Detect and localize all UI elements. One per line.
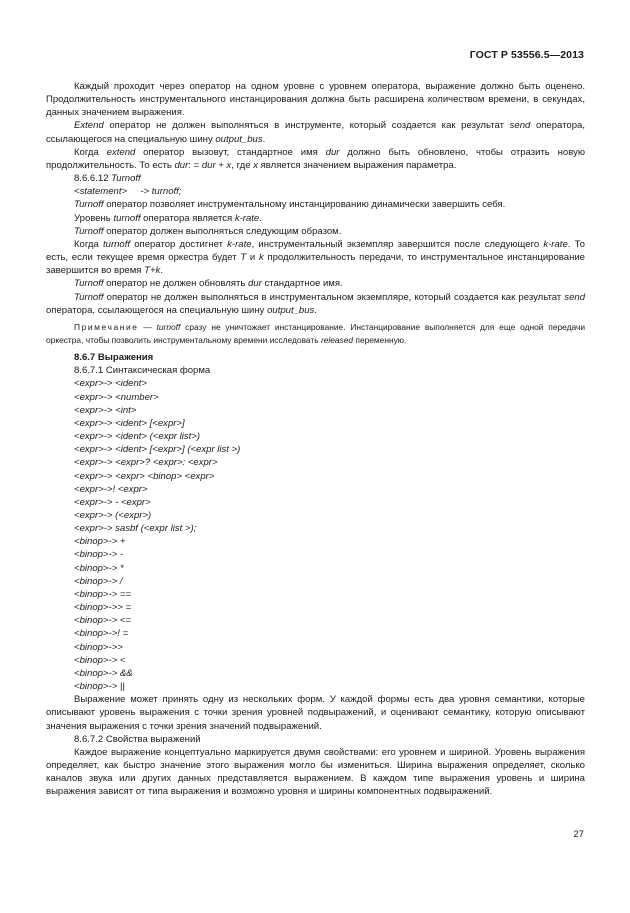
grammar-rule: <binop>-> == [74, 588, 132, 600]
grammar-rule: <expr>-> <ident> [<expr>] [74, 417, 185, 429]
paragraph-expression-forms: Выражение может принять одну из нескольких форм. У каждой формы есть два уровня семантики, которые описывают уровень выражения с точки зрения уровней подвыражений, и оценивают семантику, которую описывают значения выражения с точки зрения значений подвыражений. [46, 694, 585, 732]
grammar-rule: <expr>-> <expr> <binop> <expr> [74, 470, 215, 482]
grammar-rule: <binop>-> / [74, 575, 123, 587]
document-header: ГОСТ Р 53556.5—2013 [469, 49, 584, 61]
grammar-list [46, 377, 585, 693]
section-heading-8-6-7-1: 8.6.7.1 Синтаксическая форма [74, 365, 211, 377]
section-heading-8-6-7: 8.6.7 Выражения [74, 352, 154, 364]
grammar-rule: <binop>-> && [74, 667, 133, 679]
grammar-rule: <binop>->> = [74, 602, 132, 614]
paragraph-1: Каждый проходит через оператор на одном уровне с уровнем оператора, выражение должно быть оценено. Продолжительность инструментального инстанцирования должна быть расширена количеством времени, в секундах, данных значением выражения. [46, 81, 585, 119]
grammar-rule: <expr>-> <ident> [<expr>] (<expr list >) [74, 444, 241, 456]
grammar-rule: <expr>-> <number> [74, 391, 159, 403]
note-paragraph: Примечание — turnoff сразу не уничтожает инстанцирование. Инстанцирование выполняется для еще одной передачи оркестра, чтобы позволить инструментальному времени исследовать released переменную. [46, 321, 586, 345]
grammar-rule: <binop>->> [74, 641, 123, 653]
paragraph-turnoff-allows: Turnoff оператор позволяет инструментальному инстанцированию динамически завершить себя. [74, 199, 506, 211]
grammar-rule: <binop>-> - [74, 549, 124, 561]
grammar-rule: <binop>->! = [74, 628, 129, 640]
page-number: 27 [573, 829, 584, 840]
grammar-rule: <binop>-> <= [74, 615, 132, 627]
note-label: Примечание [74, 321, 139, 332]
grammar-rule: <expr>-> (<expr>) [74, 510, 152, 521]
grammar-rule: <expr>->! <expr> [74, 483, 148, 495]
paragraph-turnoff-executed: Turnoff оператор должен выполняться следующим образом. [74, 225, 342, 237]
grammar-rule: <binop>-> * [74, 562, 124, 574]
grammar-rule: <expr>-> sasbf (<expr list >); [74, 523, 197, 535]
paragraph-expression-properties: Каждое выражение концептуально маркируется двумя свойствами: его уровнем и шириной. Уровень выражения определяет, как быстро значение этого выражения могло бы измениться. Ширина выражения определяет, сколько каналов звука или других данных представляется выражением. В каждом типе выражения уровень и ширина выражения зависят от типа выражения и возможно уровня и ширины компонентных подвыражений. [46, 746, 585, 798]
grammar-rule: <expr>-> <int> [74, 404, 137, 416]
document-body [46, 80, 585, 798]
grammar-rule: <binop>-> || [74, 681, 125, 693]
paragraph-extend-not-executed: Extend оператор не должен выполняться в инструменте, который создается как результат send оператора, ссылающегося на специальную шину output_bus. [46, 120, 585, 145]
syntax-turnoff: <statement> -> turnoff; [74, 186, 182, 198]
grammar-rule: <expr>-> - <expr> [74, 496, 151, 508]
paragraph-turnoff-krate: Когда turnoff оператор достигнет k-rate, инструментальный экземпляр завершится после следующего k-rate. То есть, если текущее время оркестра будет T и k продолжительность передачи, то инструментальное инстанцирование завершится во время T+k. [46, 238, 585, 277]
grammar-rule: <expr>-> <ident> [74, 378, 147, 390]
paragraph-turnoff-not-executed: Turnoff оператор не должен выполняться в инструментальном экземпляре, который создается как результат send оператора, ссылающегося на специальную шину output_bus. [46, 291, 585, 316]
grammar-rule: <binop>-> < [74, 654, 126, 666]
section-heading-8-6-7-2: 8.6.7.2 Свойства выражений [74, 733, 201, 745]
grammar-rule: <binop>-> + [74, 536, 126, 548]
paragraph-turnoff-dur: Turnoff оператор не должен обновлять dur стандартное имя. [74, 278, 343, 290]
grammar-rule: <expr>-> <expr>? <expr>: <expr> [74, 457, 218, 469]
section-heading-8-6-6-12: 8.6.6.12 Turnoff [74, 173, 141, 185]
paragraph-extend-dur: Когда extend оператор вызовут, стандартное имя dur должно быть обновлено, чтобы отразить новую продолжительность. То есть dur: = dur + x, где x является значением выражения параметра. [46, 146, 586, 171]
grammar-rule: <expr>-> <ident> (<expr list>) [74, 431, 201, 443]
paragraph-turnoff-rate: Уровень turnoff оператора является k-rate. [74, 212, 262, 224]
